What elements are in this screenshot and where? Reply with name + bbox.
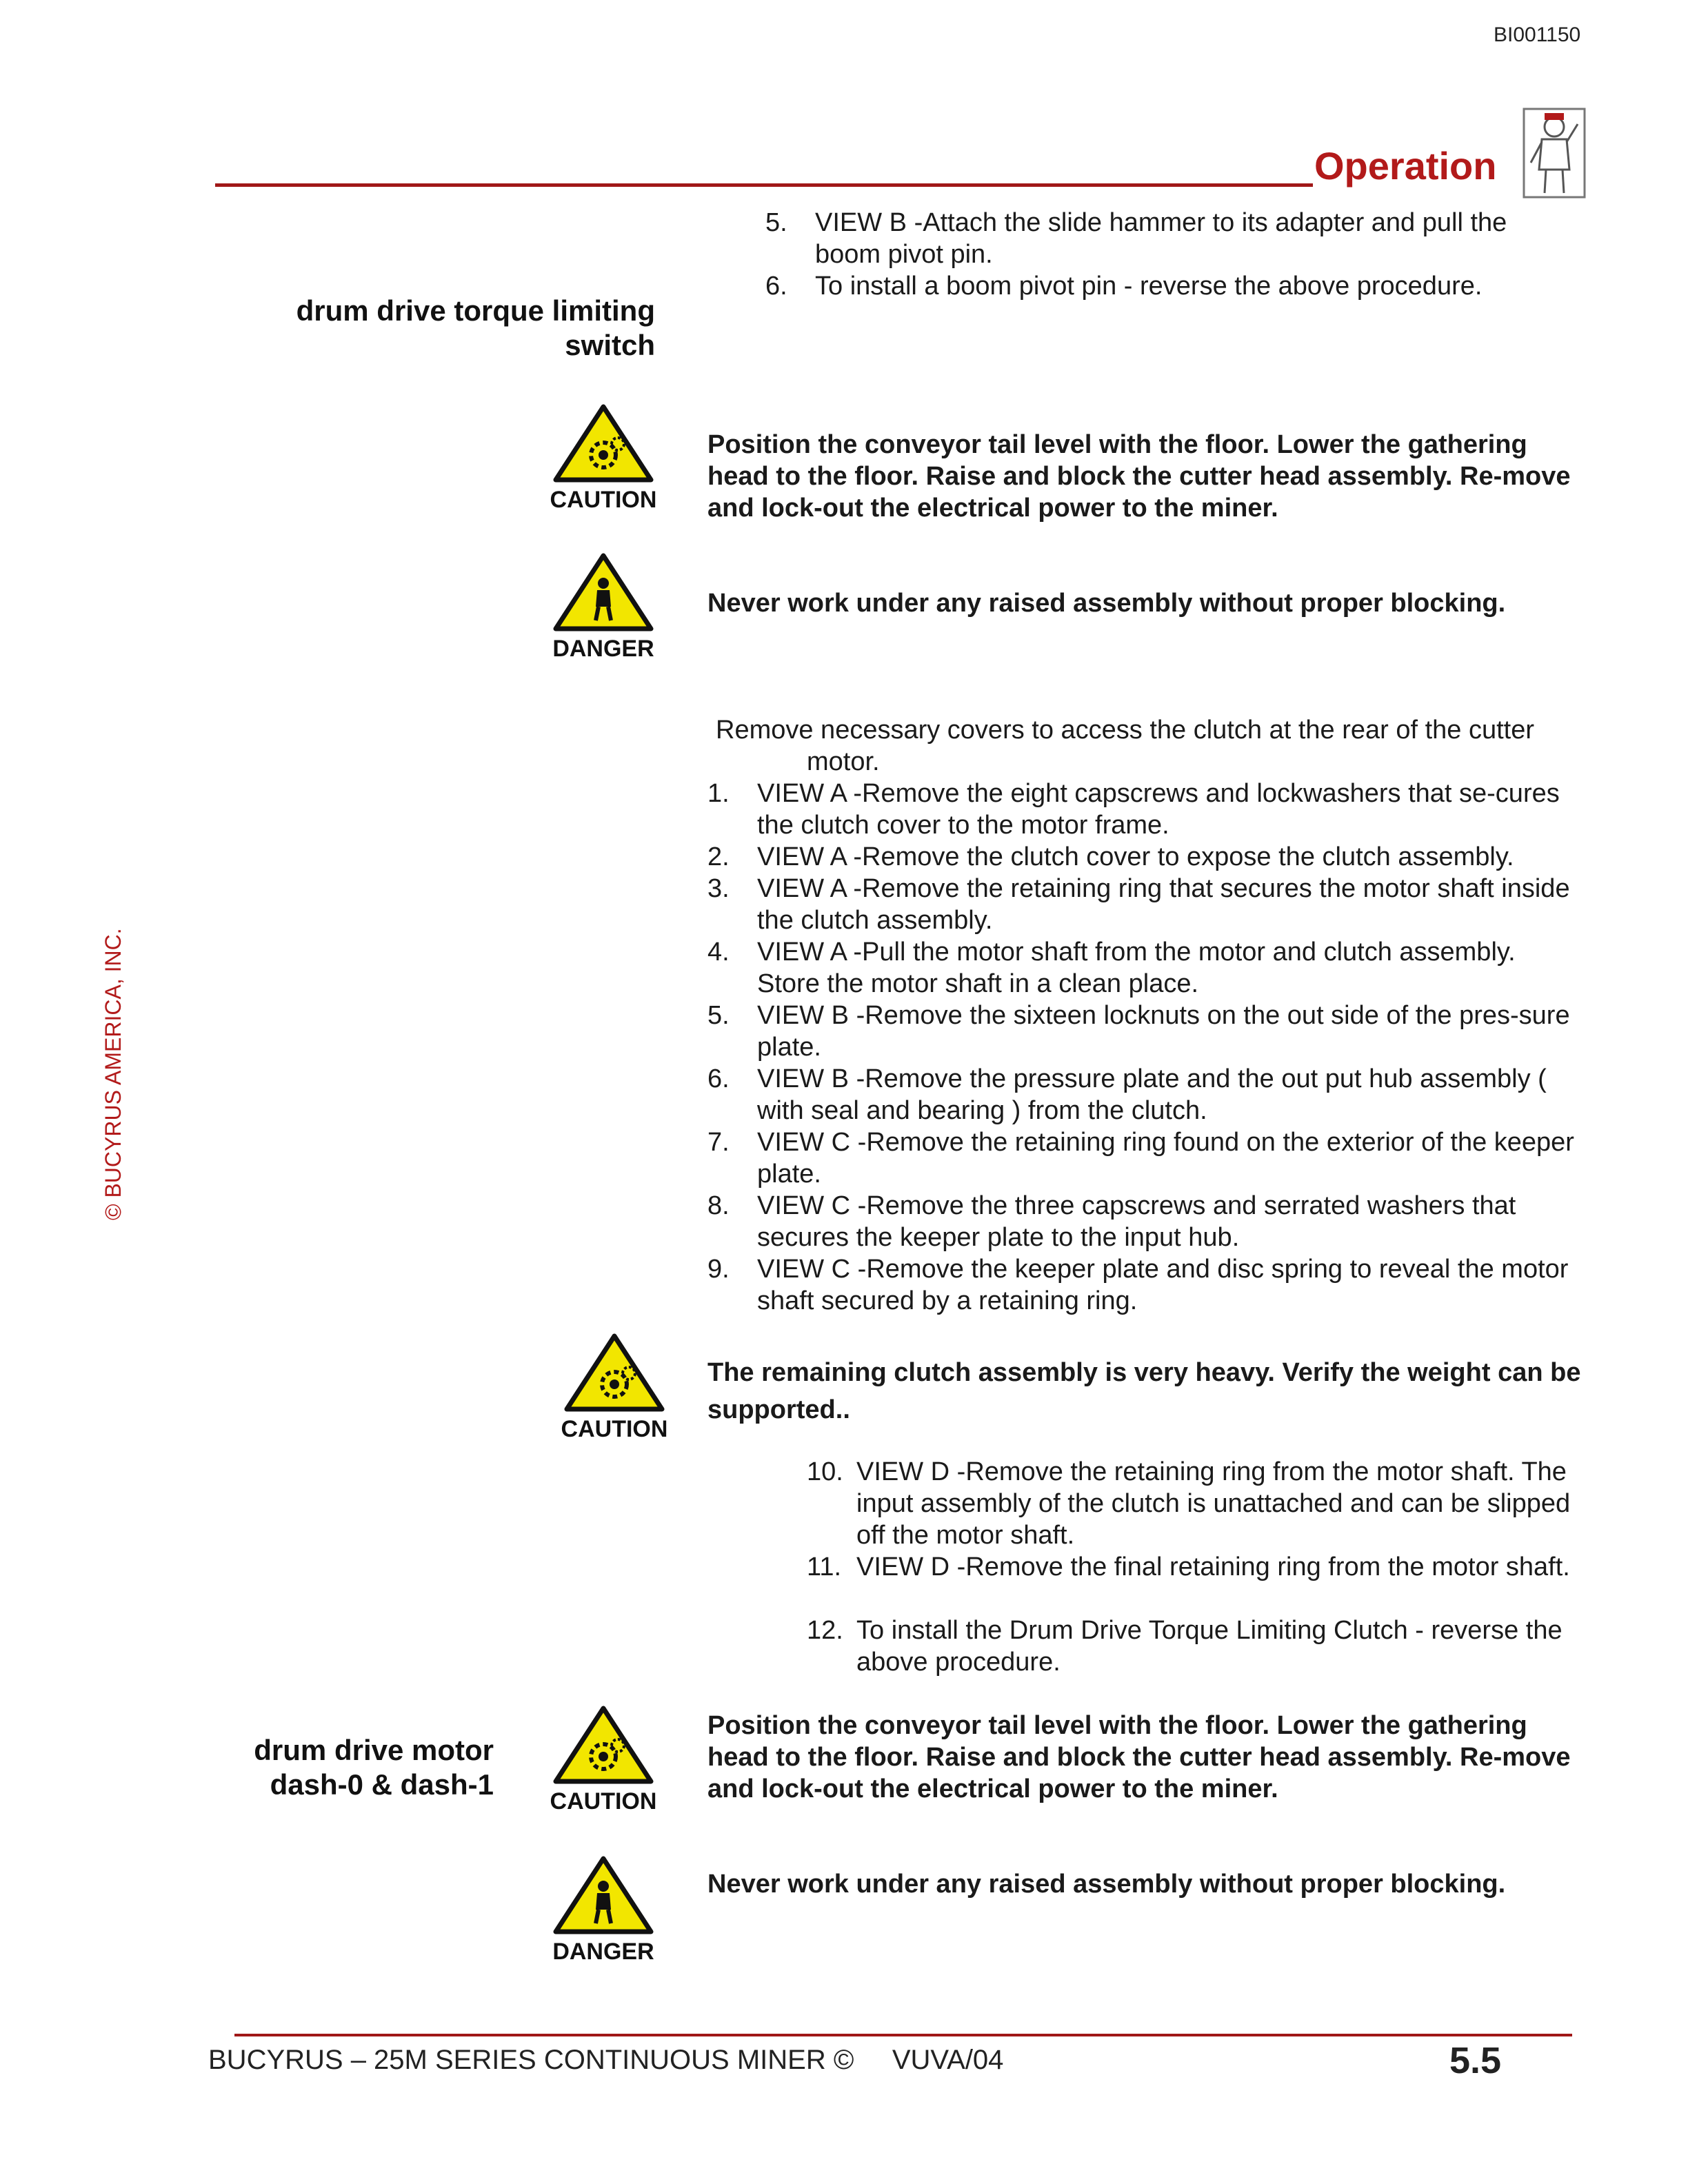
list-item — [707, 841, 1583, 873]
caution-symbol — [556, 1332, 673, 1443]
item-text: VIEW D -Remove the final retaining ring from the motor shaft. — [856, 1553, 1570, 1581]
item-number: 10. — [807, 1457, 843, 1486]
caution-text: The remaining clutch assembly is very heavy. Verify the weight can be supported.. — [707, 1358, 1581, 1424]
section-heading — [207, 294, 655, 363]
list-item — [707, 1126, 1583, 1190]
item-text: VIEW B -Remove the pressure plate and the out put hub assembly ( with seal and bearing ) from the clutch. — [757, 1064, 1547, 1125]
item-text: VIEW C -Remove the keeper plate and disc spring to reveal the motor shaft secured by a retaining ring. — [757, 1255, 1569, 1315]
caution-text: Position the conveyor tail level with the floor. Lower the gathering head to the floor. Raise and block the cutter head assembly. Re-move and lock-out the electrical power to the miner. — [707, 1711, 1571, 1803]
caution-label: CAUTION — [550, 1788, 657, 1814]
danger-person-icon — [552, 552, 655, 633]
list-item — [707, 1063, 1583, 1126]
danger-person-icon — [552, 1854, 655, 1936]
caution-symbol — [545, 1704, 662, 1815]
item-number: 12. — [807, 1616, 843, 1645]
intro-line: motor. — [807, 747, 880, 776]
intro-paragraph — [716, 714, 1585, 778]
item-text: VIEW C -Remove the three capscrews and serrated washers that secures the keeper plate to the input hub. — [757, 1191, 1516, 1252]
heading-line: dash-0 & dash-1 — [270, 1768, 494, 1801]
operator-icon — [1521, 103, 1587, 200]
item-text: VIEW B -Remove the sixteen locknuts on the out side of the pres-sure plate. — [757, 1001, 1570, 1062]
item-text: VIEW C -Remove the retaining ring found on the exterior of the keeper plate. — [757, 1128, 1574, 1189]
danger-symbol — [545, 1854, 662, 1965]
section-heading — [207, 1733, 494, 1802]
header-rule — [215, 183, 1313, 187]
list-item — [807, 1551, 1586, 1583]
item-number: 11. — [807, 1553, 842, 1581]
item-text: VIEW A -Pull the motor shaft from the motor and clutch assembly. Store the motor shaft in a clean place. — [757, 938, 1516, 998]
danger-text: Never work under any raised assembly without proper blocking. — [707, 589, 1506, 618]
caution-symbol — [545, 403, 662, 514]
caution-gear-icon — [563, 1332, 666, 1413]
item-text: To install a boom pivot pin - reverse the above procedure. — [815, 272, 1483, 301]
heading-line: drum drive torque limiting — [296, 294, 655, 327]
list-item — [807, 1615, 1586, 1678]
item-number: 3. — [707, 874, 730, 903]
list-item — [707, 1190, 1583, 1253]
caution-gear-icon — [552, 1704, 655, 1786]
item-number: 6. — [707, 1064, 730, 1093]
list-item — [707, 1000, 1583, 1063]
item-text: VIEW A -Remove the clutch cover to expose the clutch assembly. — [757, 842, 1514, 871]
list-item — [707, 778, 1583, 841]
item-text: To install the Drum Drive Torque Limiting Clutch - reverse the above procedure. — [856, 1616, 1563, 1677]
item-number: 1. — [707, 779, 730, 808]
item-number: 2. — [707, 842, 730, 871]
item-number: 8. — [707, 1191, 730, 1220]
danger-label: DANGER — [552, 636, 654, 662]
danger-symbol — [545, 552, 662, 663]
item-text: VIEW D -Remove the retaining ring from the motor shaft. The input assembly of the clutch is unattached and can be slipped off the motor shaft. — [856, 1457, 1571, 1550]
item-number: 9. — [707, 1255, 730, 1284]
caution-gear-icon — [552, 403, 655, 484]
item-number: 6. — [765, 272, 787, 301]
list-item — [765, 207, 1565, 270]
list-item — [707, 873, 1583, 936]
item-number: 4. — [707, 938, 730, 967]
list-item — [765, 270, 1565, 302]
caution-label: CAUTION — [561, 1416, 668, 1442]
list-item — [707, 1253, 1583, 1317]
footer-rule — [234, 2034, 1572, 2036]
heading-line: drum drive motor — [254, 1734, 494, 1766]
danger-label: DANGER — [552, 1939, 654, 1965]
intro-line: Remove necessary covers to access the clutch at the rear of the cutter — [716, 716, 1534, 745]
page-number: 5.5 — [1449, 2040, 1502, 2081]
item-number: 7. — [707, 1128, 730, 1157]
list-item — [807, 1456, 1586, 1551]
caution-text: Position the conveyor tail level with the floor. Lower the gathering head to the floor. Raise and block the cutter head assembly. Re-move and lock-out the electrical power to the miner. — [707, 430, 1571, 523]
danger-text: Never work under any raised assembly without proper blocking. — [707, 1870, 1506, 1899]
section-title: Operation — [1314, 144, 1497, 188]
item-text: VIEW A -Remove the retaining ring that secures the motor shaft inside the clutch assembly. — [757, 874, 1570, 935]
caution-label: CAUTION — [550, 487, 657, 513]
list-item — [707, 936, 1583, 1000]
item-number: 5. — [765, 208, 787, 237]
heading-line: switch — [565, 329, 655, 361]
document-id: BI001150 — [1494, 23, 1581, 46]
copyright-note: © BUCYRUS AMERICA, INC. — [101, 928, 125, 1220]
footer-text: BUCYRUS – 25M SERIES CONTINUOUS MINER © VUVA/04 — [208, 2045, 1004, 2075]
item-number: 5. — [707, 1001, 730, 1030]
item-text: VIEW A -Remove the eight capscrews and lockwashers that se-cures the clutch cover to the motor frame. — [757, 779, 1560, 840]
item-text: VIEW B -Attach the slide hammer to its adapter and pull the boom pivot pin. — [815, 208, 1507, 269]
